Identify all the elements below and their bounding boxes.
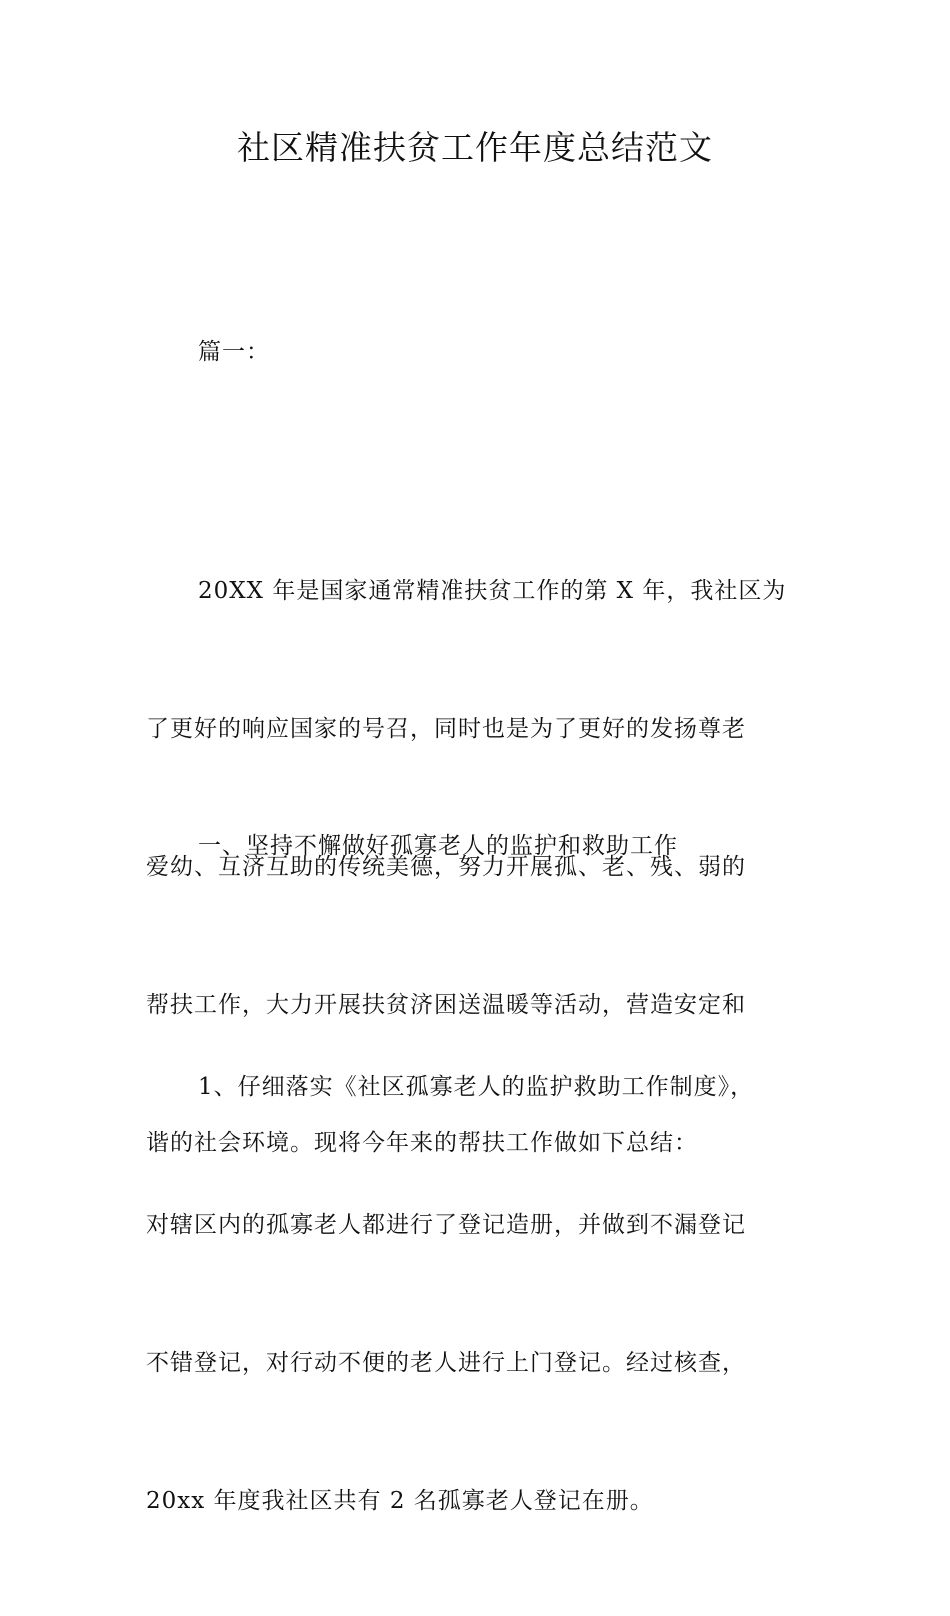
item-1-line: 不错登记，对行动不便的老人进行上门登记。经过核查， [146, 1350, 746, 1376]
intro-line: 爱幼、互济互助的传统美德，努力开展孤、老、残、弱的 [146, 854, 746, 880]
item-1-line: 1、仔细落实《社区孤寡老人的监护救助工作制度》， [198, 1074, 755, 1100]
intro-line: 20XX 年是国家通常精准扶贫工作的第 X 年，我社区为 [198, 578, 787, 604]
item-1-line: 对辖区内的孤寡老人都进行了登记造册，并做到不漏登记 [146, 1212, 746, 1238]
section-label: 篇一： [198, 339, 270, 365]
item-1-line: 20xx 年度我社区共有 2 名孤寡老人登记在册。 [146, 1488, 654, 1514]
intro-line: 了更好的响应国家的号召，同时也是为了更好的发扬尊老 [146, 716, 746, 742]
document-title: 社区精准扶贫工作年度总结范文 [237, 128, 713, 167]
item-1-paragraph [146, 972, 836, 1616]
intro-line: 帮扶工作，大力开展扶贫济困送温暖等活动，营造安定和 [146, 992, 746, 1018]
section-heading-1: 一、坚持不懈做好孤寡老人的监护和救助工作 [198, 833, 678, 859]
intro-line: 谐的社会环境。现将今年来的帮扶工作做如下总结： [146, 1130, 698, 1156]
